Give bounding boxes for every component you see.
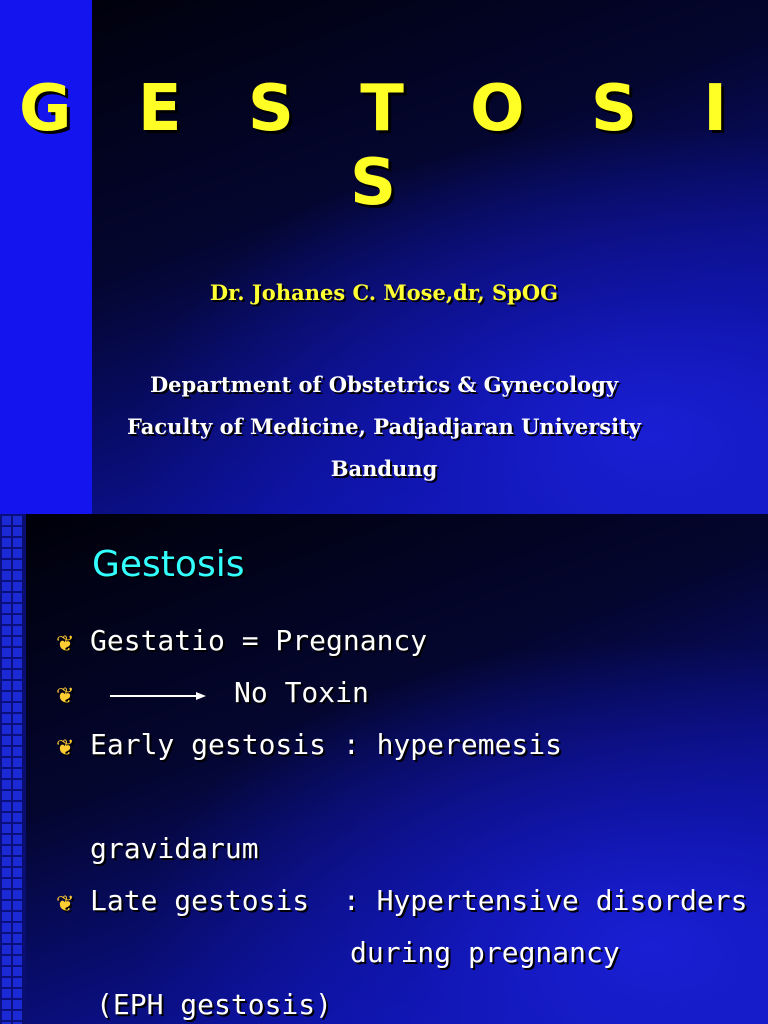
list-item-continuation [0, 936, 768, 976]
list-item-text: Early gestosis : hyperemesis [90, 728, 563, 761]
list-item-continuation [0, 988, 768, 1024]
affiliation-faculty: Faculty of Medicine, Padjadjaran University [127, 414, 641, 439]
list-item-text: during pregnancy [350, 936, 620, 969]
list-item-text: gravidarum [90, 832, 259, 865]
scroll-bullet-icon: ❦ [56, 684, 75, 709]
list-item-text: Late gestosis : Hypertensive disorders [90, 884, 748, 917]
affiliation [0, 364, 768, 490]
content-slide [0, 514, 768, 1024]
scroll-bullet-icon: ❦ [56, 736, 75, 761]
affiliation-department: Department of Obstetrics & Gynecology [149, 372, 619, 397]
section-heading: Gestosis [92, 544, 245, 585]
list-item-text: No Toxin [234, 676, 369, 709]
list-item [0, 728, 768, 768]
scroll-bullet-icon: ❦ [56, 632, 75, 657]
author-name: Dr. Johanes C. Mose,dr, SpOG [209, 280, 559, 305]
list-item [0, 676, 768, 716]
list-item [0, 884, 768, 924]
right-arrow-icon [110, 690, 206, 702]
scroll-bullet-icon: ❦ [56, 892, 75, 917]
list-item [0, 624, 768, 664]
affiliation-city: Bandung [330, 456, 438, 481]
list-item-continuation [0, 832, 768, 872]
slide-title: G E S T O S I S [19, 72, 749, 220]
list-item-text: (EPH gestosis) [96, 988, 333, 1021]
list-item-text: Gestatio = Pregnancy [90, 624, 428, 657]
